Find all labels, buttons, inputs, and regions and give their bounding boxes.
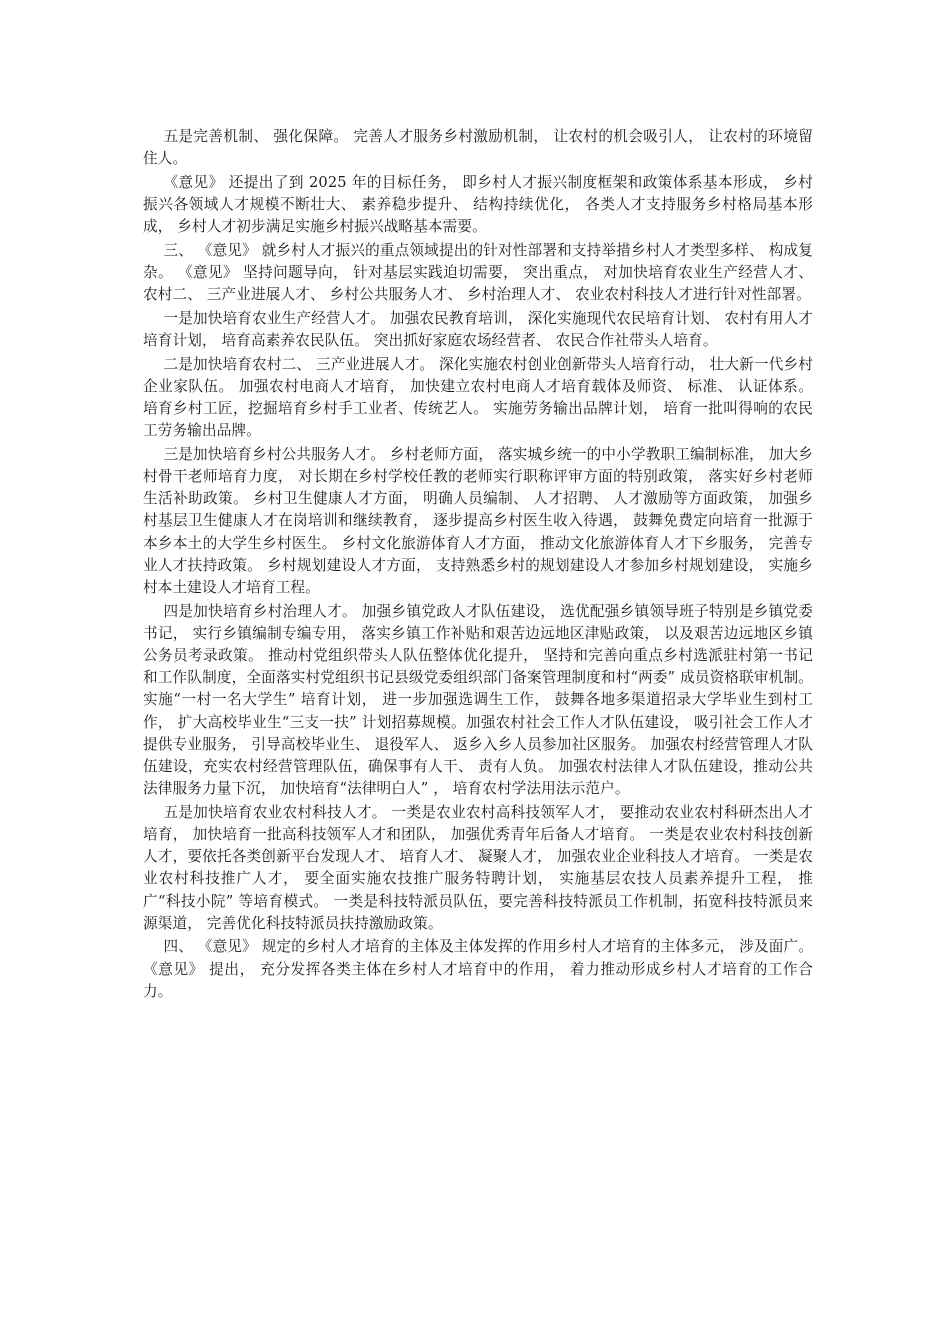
paragraph-governance-talent: 四是加快培育乡村治理人才。 加强乡镇党政人才队伍建设， 选优配强乡镇领导班子特别是乡镇党委书记， 实行乡镇编制专编专用， 落实乡镇工作补贴和艰苦边远地区津贴政策， 以及艰苦边远地区乡镇公务员考录政策。 推动村党组织带头人队伍整体优化提升， 坚持和完善向重点乡村选派驻村第一书记和工作队制度，全面落实村党组织书记县级党委组织部门备案管理制度和村“两委” 成员资格联审机制。 实施“一村一名大学生” 培育计划， 进一步加强选调生工作， 鼓舞各地多渠道招录大学毕业生到村工作， 扩大高校毕业生“三支一扶” 计划招募规模。加强农村社会工作人才队伍建设， 吸引社会工作人才提供专业服务， 引导高校毕业生、 退役军人、 返乡入乡人员参加社区服务。 加强农村经营管理人才队伍建设，充实农村经营管理队伍，确保事有人干、 责有人负。 加强农村法律人才队伍建设，推动公共法律服务力量下沉， 加快培育“法律明白人” ， 培育农村学法用法示范户。 — [143, 602, 813, 798]
paragraph-secondary-tertiary-talent: 二是加快培育农村二、 三产业进展人才。 深化实施农村创业创新带头人培育行动， 壮大新一代乡村企业家队伍。 加强农村电商人才培育， 加快建立农村电商人才培育载体及师资、 标准、 认证体系。 培育乡村工匠，挖掘培育乡村手工业者、传统艺人。 实施劳务输出品牌计划， 培育一批叫得响的农民工劳务输出品牌。 — [143, 355, 813, 440]
paragraph-mechanism-guarantee: 五是完善机制、 强化保障。 完善人才服务乡村激励机制， 让农村的机会吸引人， 让农村的环境留住人。 — [143, 128, 813, 168]
paragraph-public-service-talent: 三是加快培育乡村公共服务人才。 乡村老师方面， 落实城乡统一的中小学教职工编制标准， 加大乡村骨干老师培育力度， 对长期在乡村学校任教的老师实行职称评审方面的特别政策， 落实好乡村老师生活补助政策。 乡村卫生健康人才方面， 明确人员编制、 人才招聘、 人才激励等方面政策， 加强乡村基层卫生健康人才在岗培训和继续教育， 逐步提高乡村医生收入待遇， 鼓舞免费定向培育一批源于本乡本土的大学生乡村医生。 乡村文化旅游体育人才方面， 推动文化旅游体育人才下乡服务， 完善专业人才扶持政策。 乡村规划建设人才方面， 支持熟悉乡村的规划建设人才参加乡村规划建设， 实施乡村本土建设人才培育工程。 — [143, 445, 813, 597]
document-body — [143, 126, 813, 1004]
paragraph-agri-production-talent: 一是加快培育农业生产经营人才。 加强农民教育培训， 深化实施现代农民培育计划、 农村有用人才培育计划， 培育高素养农民队伍。 突出抓好家庭农场经营者、 农民合作社带头人培育。 — [143, 309, 813, 349]
paragraph-2025-goals: 《意见》 还提出了到 2025 年的目标任务， 即乡村人才振兴制度框架和政策体系基本形成， 乡村振兴各领域人才规模不断壮大、 素养稳步提升、 结构持续优化， 各类人才支持服务乡村格局基本形成， 乡村人才初步满足实施乡村振兴战略基本需要。 — [143, 173, 813, 236]
paragraph-science-tech-talent: 五是加快培育农业农村科技人才。 一类是农业农村高科技领军人才， 要推动农业农村科研杰出人才培育， 加快培育一批高科技领军人才和团队， 加强优秀青年后备人才培育。 一类是农业农村科技创新人才，要依托各类创新平台发现人才、 培育人才、 凝聚人才， 加强农业企业科技人才培育。 一类是农业农村科技推广人才， 要全面实施农技推广服务特聘计划， 实施基层农技人员素养提升工程， 推广“科技小院” 等培育模式。 一类是科技特派员队伍，要完善科技特派员工作机制，拓宽科技特派员来源渠道， 完善优化科技特派员扶持激励政策。 — [143, 803, 813, 932]
paragraph-section-four-heading: 四、 《意见》 规定的乡村人才培育的主体及主体发挥的作用乡村人才培育的主体多元， 涉及面广。 《意见》 提出， 充分发挥各类主体在乡村人才培育中的作用， 着力推动形成乡村人才培育的工作合力。 — [143, 938, 813, 1000]
paragraph-section-three-heading: 三、 《意见》 就乡村人才振兴的重点领域提出的针对性部署和支持举措乡村人才类型多样、 构成复杂。 《意见》 坚持问题导向， 针对基层实践迫切需要， 突出重点， 对加快培育农业生产经营人才、 农村二、 三产业进展人才、 乡村公共服务人才、 乡村治理人才、 农业农村科技人才进行针对性部署。 — [143, 241, 813, 304]
